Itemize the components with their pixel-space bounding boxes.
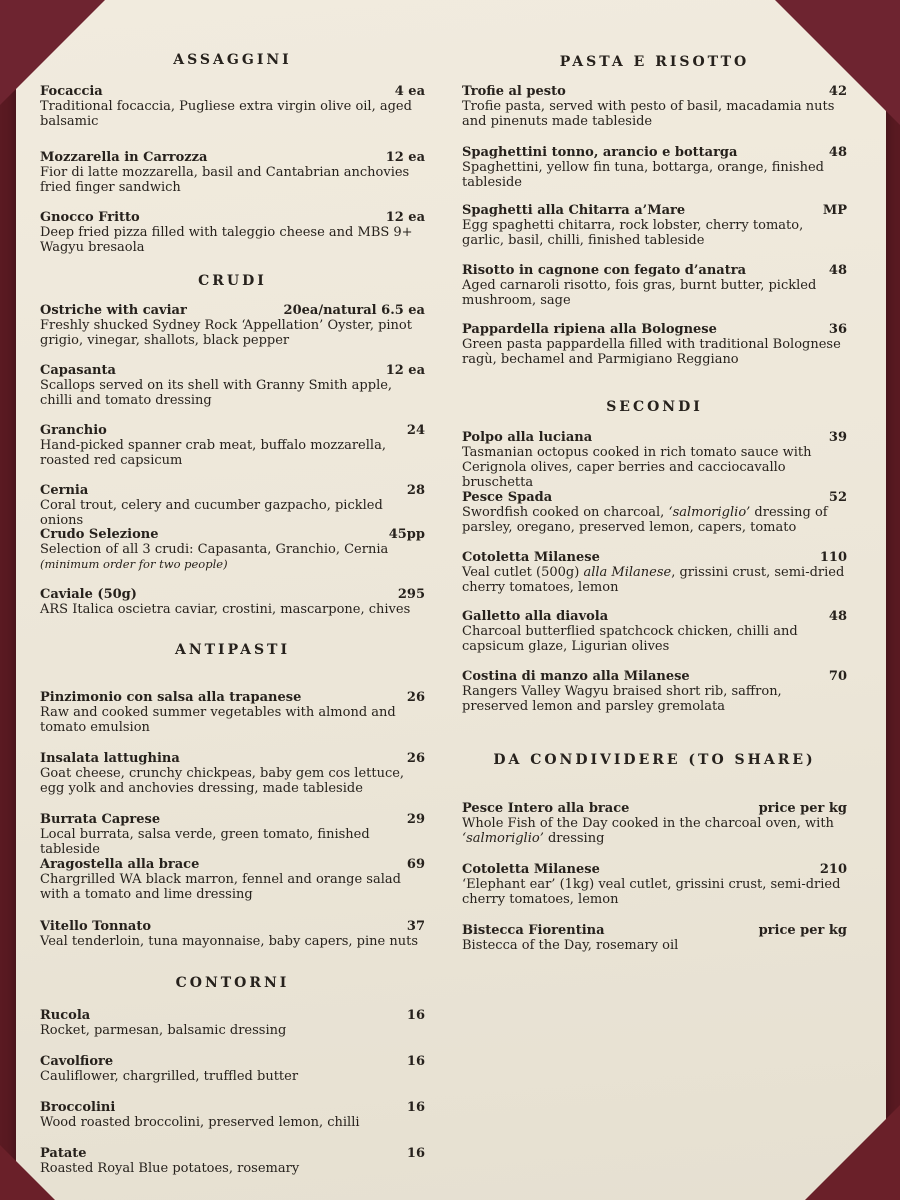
item-price: 42 <box>828 84 847 99</box>
item-name: Spaghettini tonno, arancio e bottarga <box>462 145 738 160</box>
item-price: price per kg <box>758 923 847 938</box>
item-price: 12 ea <box>385 363 425 378</box>
menu-item <box>462 862 847 907</box>
menu-item <box>462 923 847 953</box>
item-note: (minimum order for two people) <box>40 557 228 571</box>
item-name: Galletto alla diavola <box>462 609 609 624</box>
item-description: Spaghettini, yellow fin tuna, bottarga, orange, finished tableside <box>462 160 824 190</box>
menu-item <box>40 1008 425 1038</box>
item-name: Ostriche with caviar <box>40 303 187 318</box>
item-name: Aragostella alla brace <box>40 857 200 872</box>
item-name: Cotoletta Milanese <box>462 550 600 565</box>
item-price: MP <box>822 203 847 218</box>
item-name: Mozzarella in Carrozza <box>40 150 208 165</box>
item-description: Chargrilled WA black marron, fennel and orange salad with a tomato and lime dressing <box>40 872 401 902</box>
item-price: 16 <box>406 1054 425 1069</box>
menu-item <box>40 483 425 528</box>
section-title-crudi: CRUDI <box>198 273 267 289</box>
item-description: Raw and cooked summer vegetables with almond and tomato emulsion <box>40 705 396 735</box>
menu-item <box>462 801 847 846</box>
item-description: Wood roasted broccolini, preserved lemon, chilli <box>40 1115 360 1130</box>
item-price: 16 <box>406 1008 425 1023</box>
menu-item <box>40 210 425 255</box>
item-name: Cavolfiore <box>40 1054 114 1069</box>
item-name: Burrata Caprese <box>40 812 161 827</box>
item-description: Roasted Royal Blue potatoes, rosemary <box>40 1161 300 1176</box>
item-description: Local burrata, salsa verde, green tomato, finished tableside <box>40 827 370 857</box>
item-name: Patate <box>40 1146 87 1161</box>
item-description: Coral trout, celery and cucumber gazpacho, pickled onions <box>40 498 383 528</box>
item-name: Crudo Selezione <box>40 527 159 542</box>
menu-item <box>40 751 425 796</box>
item-price: 37 <box>406 919 425 934</box>
item-description: Freshly shucked Sydney Rock ‘Appellation’ Oyster, pinot grigio, vinegar, shallots, black pepper <box>40 318 412 348</box>
item-description: ARS Italica oscietra caviar, crostini, mascarpone, chives <box>40 602 411 617</box>
item-description: Cauliflower, chargrilled, truffled butter <box>40 1069 299 1084</box>
item-description: Scallops served on its shell with Granny Smith apple, chilli and tomato dressing <box>40 378 393 408</box>
menu-item <box>462 669 847 714</box>
item-price: 12 ea <box>385 210 425 225</box>
menu-item <box>40 527 425 571</box>
item-name: Granchio <box>40 423 107 438</box>
item-price: 36 <box>828 322 847 337</box>
menu-item <box>40 303 425 348</box>
menu-item <box>40 363 425 408</box>
item-name: Trofie al pesto <box>462 84 566 99</box>
item-name: Vitello Tonnato <box>40 919 152 934</box>
item-price: 69 <box>406 857 425 872</box>
item-name: Gnocco Fritto <box>40 210 140 225</box>
menu-item <box>462 490 847 535</box>
section-title-assaggini: ASSAGGINI <box>173 52 292 68</box>
item-price: 48 <box>828 145 847 160</box>
item-description: Veal tenderloin, tuna mayonnaise, baby capers, pine nuts <box>40 934 418 949</box>
item-name: Caviale (50g) <box>40 587 137 602</box>
corner-tl <box>0 0 105 105</box>
item-description: Deep fried pizza filled with taleggio cheese and MBS 9+ Wagyu bresaola <box>40 225 413 255</box>
item-price: 16 <box>406 1100 425 1115</box>
menu-item <box>462 550 847 595</box>
item-price: 210 <box>819 862 847 877</box>
menu-item <box>462 145 847 190</box>
item-name: Pappardella ripiena alla Bolognese <box>462 322 717 337</box>
item-description: Traditional focaccia, Pugliese extra virgin olive oil, aged balsamic <box>40 99 412 129</box>
menu-item <box>40 587 425 617</box>
item-description: Charcoal butterflied spatchcock chicken, chilli and capsicum glaze, Ligurian olives <box>462 624 798 654</box>
item-price: 12 ea <box>385 150 425 165</box>
item-description: Tasmanian octopus cooked in rich tomato sauce with Cerignola olives, caper berries and cacciocavallo bruschetta <box>462 445 812 490</box>
item-name: Cotoletta Milanese <box>462 862 600 877</box>
menu-item <box>40 919 425 949</box>
item-description: Hand-picked spanner crab meat, buffalo mozzarella, roasted red capsicum <box>40 438 386 468</box>
item-price: 4 ea <box>394 84 425 99</box>
item-description: Aged carnaroli risotto, fois gras, burnt butter, pickled mushroom, sage <box>462 278 817 308</box>
item-name: Risotto in cagnone con fegato d’anatra <box>462 263 746 278</box>
item-description: Veal cutlet (500g) alla Milanese, grissini crust, semi-dried cherry tomatoes, lemon <box>462 565 845 595</box>
menu-item <box>40 857 425 902</box>
menu-item <box>462 609 847 654</box>
item-name: Polpo alla luciana <box>462 430 593 445</box>
menu-item <box>462 322 847 367</box>
item-price: 28 <box>406 483 425 498</box>
item-price: 26 <box>406 690 425 705</box>
menu-item <box>40 150 425 195</box>
item-name: Rucola <box>40 1008 91 1023</box>
menu-item <box>462 430 847 490</box>
item-price: 110 <box>819 550 847 565</box>
menu-item <box>40 1100 425 1130</box>
item-price: 20ea/natural 6.5 ea <box>283 303 425 318</box>
item-description: Swordfish cooked on charcoal, ‘salmoriglio’ dressing of parsley, oregano, preserved lemon, capers, tomato <box>462 505 828 535</box>
menu-item <box>462 203 847 248</box>
corner-bl <box>0 1145 55 1200</box>
menu-item <box>40 690 425 735</box>
item-description: Fior di latte mozzarella, basil and Cantabrian anchovies fried finger sandwich <box>40 165 410 195</box>
item-name: Capasanta <box>40 363 116 378</box>
item-description: Trofie pasta, served with pesto of basil, macadamia nuts and pinenuts made tableside <box>462 99 835 129</box>
item-name: Pesce Spada <box>462 490 553 505</box>
item-name: Spaghetti alla Chitarra a’Mare <box>462 203 686 218</box>
item-price: 39 <box>828 430 847 445</box>
item-description: Rangers Valley Wagyu braised short rib, saffron, preserved lemon and parsley gremolata <box>462 684 782 714</box>
item-description: Green pasta pappardella filled with traditional Bolognese ragù, bechamel and Parmigiano Reggiano <box>462 337 841 367</box>
item-description: Selection of all 3 crudi: Capasanta, Granchio, Cernia <box>40 542 389 557</box>
item-description: Rocket, parmesan, balsamic dressing <box>40 1023 287 1038</box>
section-title-antipasti: ANTIPASTI <box>174 642 291 658</box>
item-price: price per kg <box>758 801 847 816</box>
item-name: Bistecca Fiorentina <box>462 923 605 938</box>
menu-page <box>16 0 886 1200</box>
item-description: Goat cheese, crunchy chickpeas, baby gem cos lettuce, egg yolk and anchovies dressing, made tableside <box>40 766 405 796</box>
item-price: 26 <box>406 751 425 766</box>
item-name: Pinzimonio con salsa alla trapanese <box>40 690 302 705</box>
item-name: Broccolini <box>40 1100 116 1115</box>
item-name: Cernia <box>40 483 89 498</box>
item-description: Bistecca of the Day, rosemary oil <box>462 938 679 953</box>
menu-item <box>40 812 425 857</box>
item-name: Costina di manzo alla Milanese <box>462 669 690 684</box>
menu-item <box>40 1146 425 1176</box>
menu-item <box>40 1054 425 1084</box>
section-title-secondi: SECONDI <box>606 399 703 415</box>
item-price: 24 <box>406 423 425 438</box>
corner-tr <box>775 0 900 125</box>
item-price: 70 <box>828 669 847 684</box>
item-description: Whole Fish of the Day cooked in the charcoal oven, with ‘salmoriglio’ dressing <box>462 816 834 846</box>
item-price: 48 <box>828 263 847 278</box>
item-price: 29 <box>406 812 425 827</box>
item-price: 48 <box>828 609 847 624</box>
item-price: 295 <box>397 587 425 602</box>
item-name: Pesce Intero alla brace <box>462 801 630 816</box>
item-description: Egg spaghetti chitarra, rock lobster, cherry tomato, garlic, basil, chilli, finished tableside <box>462 218 804 248</box>
section-title-contorni: CONTORNI <box>175 975 290 991</box>
menu-item <box>40 423 425 468</box>
item-price: 52 <box>828 490 847 505</box>
item-name: Insalata lattughina <box>40 751 180 766</box>
corner-br <box>805 1105 900 1200</box>
item-name: Focaccia <box>40 84 103 99</box>
section-title-da-condividere: DA CONDIVIDERE (TO SHARE) <box>493 752 816 768</box>
item-price: 45pp <box>388 527 425 542</box>
menu-item <box>462 263 847 308</box>
item-description: ‘Elephant ear’ (1kg) veal cutlet, grissini crust, semi-dried cherry tomatoes, lemon <box>462 877 841 907</box>
item-price: 16 <box>406 1146 425 1161</box>
section-title-pasta-e-risotto: PASTA E RISOTTO <box>559 54 750 70</box>
